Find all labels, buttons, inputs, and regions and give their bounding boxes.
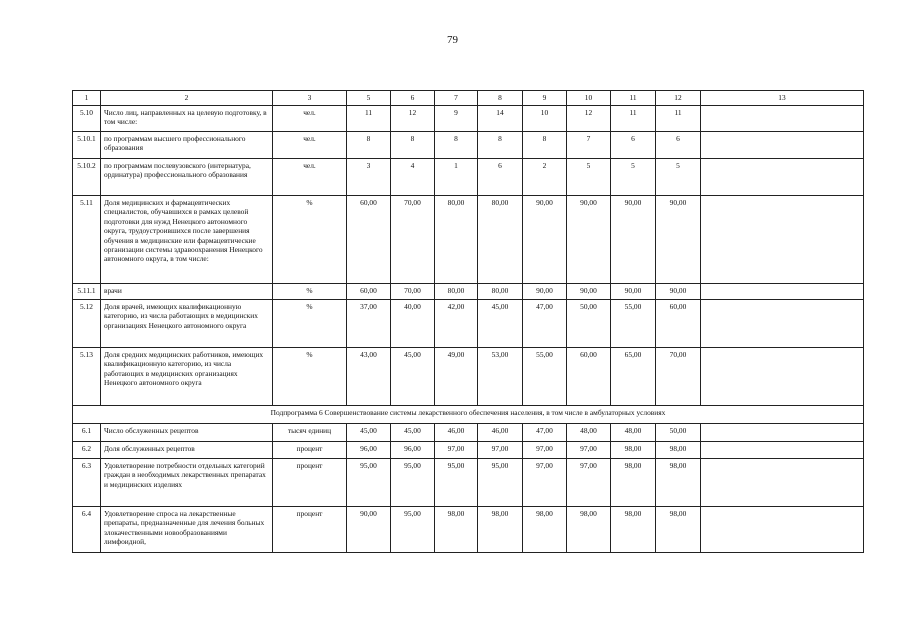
indicator-name: Доля средних медицинских работников, имеющих квалификационную категорию, из числа работающих в медицинских организациях Ненецкого автономного округа (101, 348, 273, 406)
value-cell: 98,00 (567, 507, 611, 553)
value-cell: 46,00 (478, 424, 523, 442)
value-cell: 80,00 (478, 196, 523, 284)
subprogram-row (73, 406, 864, 424)
value-cell: 49,00 (435, 348, 478, 406)
value-cell: 97,00 (435, 442, 478, 459)
table-row (73, 507, 864, 553)
value-cell: 5 (611, 159, 656, 196)
value-cell: 70,00 (656, 348, 701, 406)
value-cell: 5 (656, 159, 701, 196)
indicator-name: Доля обслуженных рецептов (101, 442, 273, 459)
note-cell (701, 106, 864, 132)
indicator-name: Удовлетворение спроса на лекарственные препараты, предназначенные для лечения больных злокачественными новообразованиями лимфоидной, (101, 507, 273, 553)
value-cell: 80,00 (435, 284, 478, 300)
row-number: 5.10.2 (73, 159, 101, 196)
indicators-table (72, 90, 864, 553)
value-cell: 50,00 (656, 424, 701, 442)
indicator-name: по программам высшего профессионального образования (101, 132, 273, 159)
unit-cell: процент (273, 507, 347, 553)
value-cell: 98,00 (435, 507, 478, 553)
value-cell: 98,00 (611, 442, 656, 459)
note-cell (701, 424, 864, 442)
value-cell: 40,00 (391, 300, 435, 348)
value-cell: 65,00 (611, 348, 656, 406)
table-row (73, 459, 864, 507)
value-cell: 70,00 (391, 196, 435, 284)
value-cell: 45,00 (347, 424, 391, 442)
header-cell: 2 (101, 91, 273, 106)
table-row (73, 424, 864, 442)
row-number: 5.13 (73, 348, 101, 406)
row-number: 5.11 (73, 196, 101, 284)
value-cell: 12 (567, 106, 611, 132)
value-cell: 55,00 (523, 348, 567, 406)
value-cell: 98,00 (478, 507, 523, 553)
value-cell: 96,00 (347, 442, 391, 459)
header-cell: 6 (391, 91, 435, 106)
row-number: 6.2 (73, 442, 101, 459)
indicator-name: Число обслуженных рецептов (101, 424, 273, 442)
value-cell: 90,00 (611, 284, 656, 300)
value-cell: 8 (435, 132, 478, 159)
table-row (73, 159, 864, 196)
header-cell: 1 (73, 91, 101, 106)
value-cell: 7 (567, 132, 611, 159)
row-number: 5.11.1 (73, 284, 101, 300)
page-number: 79 (447, 34, 458, 46)
value-cell: 98,00 (523, 507, 567, 553)
value-cell: 60,00 (347, 196, 391, 284)
value-cell: 90,00 (656, 196, 701, 284)
value-cell: 90,00 (567, 196, 611, 284)
value-cell: 11 (347, 106, 391, 132)
value-cell: 50,00 (567, 300, 611, 348)
header-cell: 9 (523, 91, 567, 106)
value-cell: 12 (391, 106, 435, 132)
note-cell (701, 196, 864, 284)
value-cell: 90,00 (347, 507, 391, 553)
indicator-name: Число лиц, направленных на целевую подготовку, в том числе: (101, 106, 273, 132)
value-cell: 98,00 (611, 459, 656, 507)
unit-cell: процент (273, 442, 347, 459)
value-cell: 80,00 (478, 284, 523, 300)
value-cell: 95,00 (391, 507, 435, 553)
value-cell: 47,00 (523, 424, 567, 442)
note-cell (701, 348, 864, 406)
header-cell: 13 (701, 91, 864, 106)
unit-cell: чел. (273, 132, 347, 159)
value-cell: 8 (478, 132, 523, 159)
value-cell: 97,00 (523, 442, 567, 459)
value-cell: 90,00 (567, 284, 611, 300)
value-cell: 95,00 (347, 459, 391, 507)
value-cell: 6 (611, 132, 656, 159)
header-cell: 7 (435, 91, 478, 106)
unit-cell: чел. (273, 159, 347, 196)
indicator-name: Удовлетворение потребности отдельных категорий граждан в необходимых лекарственных препаратах и медицинских изделиях (101, 459, 273, 507)
value-cell: 98,00 (656, 507, 701, 553)
value-cell: 48,00 (611, 424, 656, 442)
value-cell: 98,00 (611, 507, 656, 553)
value-cell: 8 (391, 132, 435, 159)
value-cell: 90,00 (523, 284, 567, 300)
value-cell: 97,00 (567, 442, 611, 459)
subprogram-title: Подпрограмма 6 Совершенствование системы лекарственного обеспечения населения, в том числе в амбулаторных условиях (73, 406, 864, 424)
value-cell: 14 (478, 106, 523, 132)
indicator-name: Доля медицинских и фармацевтических специалистов, обучавшихся в рамках целевой подготовки для нужд Ненецкого автономного округа, трудоустроившихся после завершения обучения в медицинские или фармацевтические организации системы здравоохранения Ненецкого автономного округа, в том числе: (101, 196, 273, 284)
unit-cell: тысяч единиц (273, 424, 347, 442)
value-cell: 97,00 (523, 459, 567, 507)
row-number: 5.12 (73, 300, 101, 348)
value-cell: 11 (656, 106, 701, 132)
row-number: 5.10.1 (73, 132, 101, 159)
value-cell: 45,00 (391, 424, 435, 442)
header-row (73, 91, 864, 106)
value-cell: 53,00 (478, 348, 523, 406)
table-row (73, 284, 864, 300)
value-cell: 95,00 (435, 459, 478, 507)
row-number: 6.1 (73, 424, 101, 442)
header-cell: 11 (611, 91, 656, 106)
value-cell: 10 (523, 106, 567, 132)
header-cell: 12 (656, 91, 701, 106)
value-cell: 60,00 (347, 284, 391, 300)
table-row (73, 348, 864, 406)
indicator-name: врачи (101, 284, 273, 300)
unit-cell: % (273, 300, 347, 348)
value-cell: 8 (523, 132, 567, 159)
header-cell: 8 (478, 91, 523, 106)
note-cell (701, 284, 864, 300)
unit-cell: % (273, 196, 347, 284)
table-row (73, 196, 864, 284)
unit-cell: процент (273, 459, 347, 507)
header-cell: 3 (273, 91, 347, 106)
value-cell: 95,00 (478, 459, 523, 507)
indicator-name: по программам послевузовского (интернатура, ординатура) профессионального образования (101, 159, 273, 196)
table-row (73, 442, 864, 459)
note-cell (701, 159, 864, 196)
value-cell: 90,00 (611, 196, 656, 284)
value-cell: 5 (567, 159, 611, 196)
value-cell: 46,00 (435, 424, 478, 442)
note-cell (701, 507, 864, 553)
row-number: 6.4 (73, 507, 101, 553)
value-cell: 2 (523, 159, 567, 196)
value-cell: 97,00 (478, 442, 523, 459)
value-cell: 6 (478, 159, 523, 196)
note-cell (701, 442, 864, 459)
value-cell: 42,00 (435, 300, 478, 348)
value-cell: 8 (347, 132, 391, 159)
row-number: 6.3 (73, 459, 101, 507)
value-cell: 60,00 (567, 348, 611, 406)
value-cell: 96,00 (391, 442, 435, 459)
unit-cell: % (273, 284, 347, 300)
row-number: 5.10 (73, 106, 101, 132)
value-cell: 60,00 (656, 300, 701, 348)
value-cell: 45,00 (391, 348, 435, 406)
value-cell: 97,00 (567, 459, 611, 507)
note-cell (701, 459, 864, 507)
table-row (73, 106, 864, 132)
note-cell (701, 300, 864, 348)
header-cell: 5 (347, 91, 391, 106)
value-cell: 48,00 (567, 424, 611, 442)
value-cell: 98,00 (656, 459, 701, 507)
value-cell: 70,00 (391, 284, 435, 300)
value-cell: 55,00 (611, 300, 656, 348)
value-cell: 6 (656, 132, 701, 159)
value-cell: 9 (435, 106, 478, 132)
value-cell: 3 (347, 159, 391, 196)
value-cell: 11 (611, 106, 656, 132)
indicator-name: Доля врачей, имеющих квалификационную категорию, из числа работающих в медицинских организациях Ненецкого автономного округа (101, 300, 273, 348)
unit-cell: % (273, 348, 347, 406)
value-cell: 80,00 (435, 196, 478, 284)
value-cell: 98,00 (656, 442, 701, 459)
value-cell: 45,00 (478, 300, 523, 348)
unit-cell: чел. (273, 106, 347, 132)
table-row (73, 300, 864, 348)
note-cell (701, 132, 864, 159)
value-cell: 1 (435, 159, 478, 196)
header-cell: 10 (567, 91, 611, 106)
value-cell: 37,00 (347, 300, 391, 348)
value-cell: 90,00 (656, 284, 701, 300)
value-cell: 95,00 (391, 459, 435, 507)
value-cell: 43,00 (347, 348, 391, 406)
table-row (73, 132, 864, 159)
value-cell: 90,00 (523, 196, 567, 284)
value-cell: 4 (391, 159, 435, 196)
value-cell: 47,00 (523, 300, 567, 348)
